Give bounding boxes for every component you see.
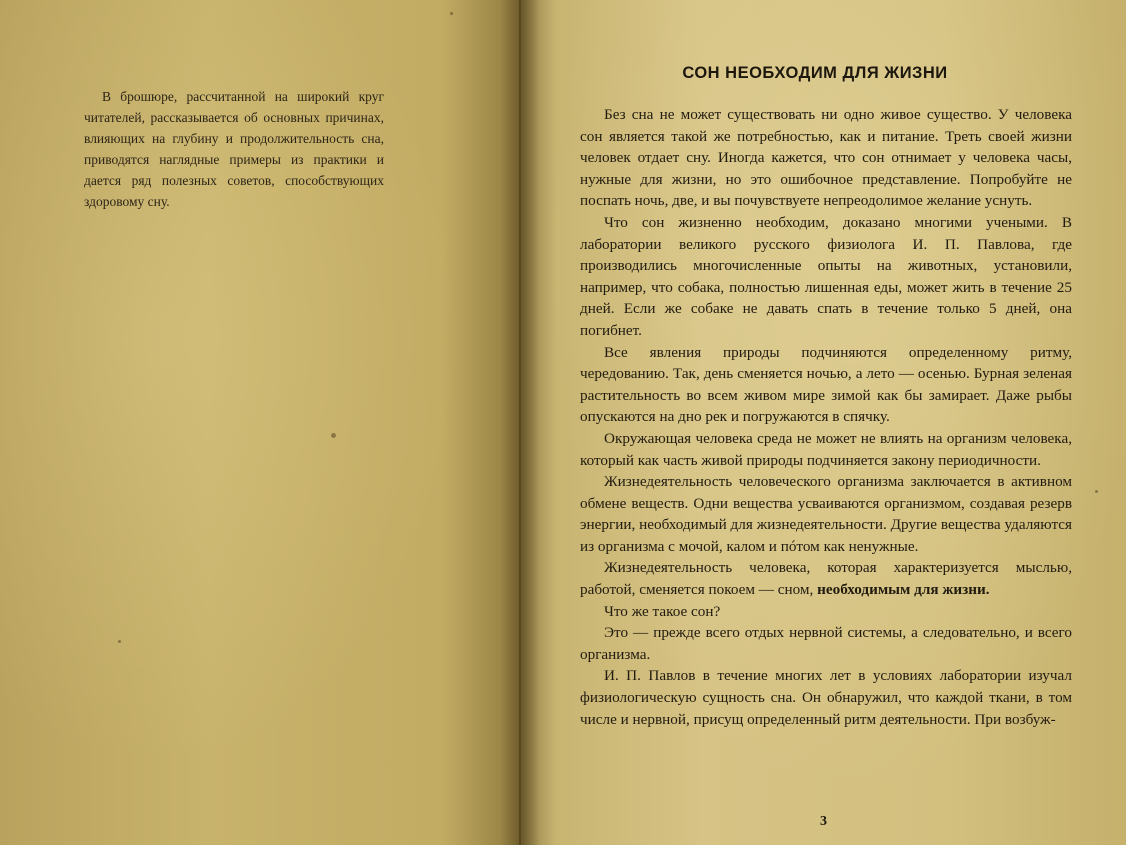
paper-speck — [1095, 490, 1098, 493]
right-page — [520, 0, 1126, 845]
paragraph: Без сна не может существовать ни одно живое существо. У человека сон является такой же потребностью, как и питание. Треть своей жизни человек отдает сну. Иногда кажется, что сон отнимает у человека часы, нужные для жизни, но это ошибочное представление. Попробуйте не поспать ночь, две, и вы почувствуете непреодолимое желание уснуть. — [580, 106, 1072, 210]
paragraph: Жизнедеятельность человеческого организма заключается в активном обмене веществ. Одни вещества усваиваются организмом, создавая резерв энергии, необходимый для жизнедеятельности. Другие вещества удаляются из организма с мочой, калом и пóтом как ненужные. — [580, 473, 1072, 555]
spine-fold — [519, 0, 521, 845]
paragraph-text: Жизнедеятельность человека, которая характеризуется мыслью, работой, сменяется покоем — сном, — [580, 559, 1072, 599]
page-number: 3 — [820, 814, 827, 829]
paper-speck — [331, 433, 336, 438]
paper-speck — [450, 12, 453, 15]
chapter-body — [580, 104, 1072, 730]
emphasized-phrase: необходимым для жизни. — [817, 581, 990, 599]
book-annotation: В брошюре, рассчитанной на широкий круг читателей, рассказывается об основных причинах, влияющих на глубину и продолжительность сна, приводятся наглядные примеры из практики и дается ряд полезных советов, способствующих здоровому сну. — [84, 89, 384, 209]
paragraph: Все явления природы подчиняются определенному ритму, чередованию. Так, день сменяется ночью, а лето — осенью. Бурная зеленая растительность во всем живом мире зимой как бы замирает. Даже рыбы опускаются на дно рек и погружаются в спячку. — [580, 343, 1072, 426]
paragraph: Что же такое сон? — [604, 602, 721, 620]
paragraph: Это — прежде всего отдых нервной системы, а следовательно, и всего организма. — [580, 624, 1072, 663]
paragraph — [580, 557, 1072, 600]
paragraph: И. П. Павлов в течение многих лет в условиях лаборатории изучал физиологическую сущность сна. Он обнаружил, что каждой ткани, в том числе и нервной, присущ определенный ритм деятельности. При возбуж- — [580, 667, 1072, 728]
paper-speck — [118, 640, 121, 643]
chapter-title: СОН НЕОБХОДИМ ДЛЯ ЖИЗНИ — [682, 64, 948, 82]
left-page — [0, 0, 520, 845]
paragraph: Окружающая человека среда не может не влиять на организм человека, который как часть живой природы подчиняется закону периодичности. — [580, 429, 1072, 469]
paragraph: Что сон жизненно необходим, доказано многими учеными. В лаборатории великого русского физиолога И. П. Павлова, где производились многочисленные опыты на животных, установили, например, что собака, полностью лишенная еды, может жить в течение 25 дней. Если же собаке не давать спать в течение только 5 дней, она погибнет. — [580, 213, 1072, 339]
